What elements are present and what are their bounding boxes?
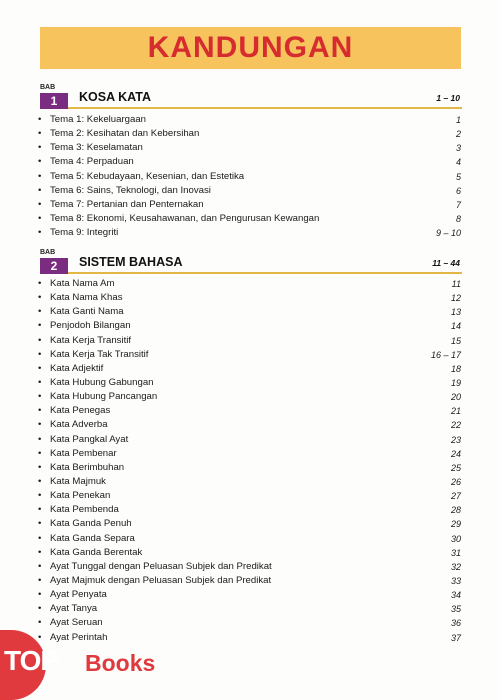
- item-page-number: 8: [455, 213, 461, 224]
- list-item: [38, 503, 462, 517]
- list-item: [38, 198, 462, 212]
- item-page-number: 2: [455, 129, 461, 140]
- bab-title: SISTEM BAHASA: [79, 255, 183, 269]
- list-item: [38, 184, 462, 198]
- item-page-number: 4: [455, 157, 461, 168]
- bullet-icon: •: [38, 461, 42, 473]
- bullet-icon: •: [38, 546, 42, 558]
- bab-number-badge: 1: [40, 93, 68, 109]
- item-label: Tema 1: Kekeluargaan: [50, 114, 146, 125]
- bullet-icon: •: [38, 391, 42, 403]
- bullet-icon: •: [38, 589, 42, 601]
- item-page-number: 37: [450, 632, 461, 643]
- bab-page-range: 1 – 10: [436, 93, 460, 103]
- list-item: [38, 390, 462, 404]
- list-item: [38, 560, 462, 574]
- bullet-icon: •: [38, 156, 42, 168]
- item-label: Kata Penekan: [50, 490, 111, 502]
- list-item: [38, 517, 462, 531]
- item-page-number: 29: [450, 519, 461, 530]
- bab-page-range: 11 – 44: [432, 258, 460, 268]
- list-item: [38, 226, 462, 240]
- item-label: Penjodoh Bilangan: [50, 320, 131, 332]
- bullet-icon: •: [38, 227, 42, 239]
- list-item: [38, 616, 462, 630]
- list-item: [38, 588, 462, 602]
- list-item: [38, 489, 462, 503]
- item-label: Kata Ganti Nama: [50, 306, 124, 318]
- bullet-icon: •: [38, 405, 42, 417]
- title-banner: [40, 27, 461, 69]
- list-item: [38, 170, 462, 184]
- item-label: Kata Adverba: [50, 419, 108, 431]
- bullet-icon: •: [38, 475, 42, 487]
- item-label: Tema 9: Integriti: [50, 227, 119, 239]
- bullet-icon: •: [38, 447, 42, 459]
- item-page-number: 5: [455, 171, 461, 182]
- bullet-icon: •: [38, 504, 42, 516]
- heading-rule: [68, 107, 462, 109]
- item-label: Kata Ganda Penuh: [50, 518, 132, 530]
- item-label: Kata Nama Khas: [50, 292, 123, 304]
- item-page-number: 19: [450, 377, 461, 388]
- item-label: Ayat Tanya: [50, 603, 98, 615]
- list-item: [38, 277, 462, 291]
- item-label: Kata Ganda Separa: [50, 532, 135, 544]
- page-title: KANDUNGAN: [147, 31, 354, 64]
- list-item: [38, 546, 462, 560]
- bullet-icon: •: [38, 128, 42, 140]
- bab-2-list: [38, 277, 462, 645]
- bab-2-heading: [38, 249, 462, 275]
- list-item: [38, 574, 462, 588]
- item-page-number: 36: [450, 618, 461, 629]
- list-item: [38, 305, 462, 319]
- bullet-icon: •: [38, 334, 42, 346]
- bullet-icon: •: [38, 419, 42, 431]
- bullet-icon: •: [38, 198, 42, 210]
- item-label: Kata Ganda Berentak: [50, 546, 143, 558]
- list-item: [38, 127, 462, 141]
- list-item: [38, 447, 462, 461]
- item-label: Kata Pangkal Ayat: [50, 433, 129, 445]
- item-label: Ayat Perintah: [50, 631, 108, 643]
- bullet-icon: •: [38, 603, 42, 615]
- item-label: Tema 5: Kebudayaan, Kesenian, dan Estetika: [50, 170, 245, 182]
- list-item: [38, 362, 462, 376]
- bullet-icon: •: [38, 278, 42, 289]
- bullet-icon: •: [38, 532, 42, 544]
- topbooks-watermark-logo: [0, 630, 185, 700]
- item-page-number: 14: [450, 321, 461, 332]
- list-item: [38, 291, 462, 305]
- item-label: Kata Kerja Tak Transitif: [50, 348, 149, 360]
- list-item: [38, 404, 462, 418]
- item-label: Kata Hubung Gabungan: [50, 376, 154, 388]
- item-page-number: 23: [450, 434, 461, 445]
- list-item: [38, 532, 462, 546]
- item-page-number: 24: [450, 448, 461, 459]
- bullet-icon: •: [38, 631, 42, 643]
- bullet-icon: •: [38, 490, 42, 502]
- item-page-number: 26: [450, 476, 461, 487]
- item-page-number: 25: [450, 462, 461, 473]
- list-item: [38, 461, 462, 475]
- item-page-number: 1: [455, 115, 461, 125]
- list-item: [38, 475, 462, 489]
- list-item: [38, 348, 462, 362]
- bullet-icon: •: [38, 170, 42, 182]
- item-page-number: 20: [450, 392, 461, 403]
- bullet-icon: •: [38, 560, 42, 572]
- item-page-number: 16 – 17: [430, 349, 461, 360]
- item-page-number: 31: [450, 547, 461, 558]
- item-label: Kata Penegas: [50, 405, 111, 417]
- item-page-number: 27: [450, 491, 461, 502]
- list-item: [38, 418, 462, 432]
- item-page-number: 33: [450, 575, 461, 586]
- item-label: Tema 2: Kesihatan dan Kebersihan: [50, 128, 200, 140]
- item-label: Ayat Majmuk dengan Peluasan Subjek dan Predikat: [50, 574, 272, 586]
- item-page-number: 30: [450, 533, 461, 544]
- bab-number-badge: 2: [40, 258, 68, 274]
- bullet-icon: •: [38, 292, 42, 304]
- bullet-icon: •: [38, 518, 42, 530]
- list-item: [38, 212, 462, 226]
- item-label: Ayat Penyata: [50, 589, 107, 601]
- item-page-number: 35: [450, 604, 461, 615]
- item-label: Tema 7: Pertanian dan Penternakan: [50, 198, 204, 210]
- item-page-number: 21: [450, 406, 461, 417]
- logo-books-text: Books: [85, 650, 156, 676]
- item-label: Kata Berimbuhan: [50, 461, 125, 473]
- item-page-number: 32: [450, 561, 461, 572]
- bab-1-list: [38, 113, 462, 240]
- bullet-icon: •: [38, 306, 42, 318]
- bullet-icon: •: [38, 362, 42, 374]
- item-page-number: 12: [450, 293, 461, 304]
- list-item: [38, 334, 462, 348]
- bab-word: BAB: [40, 249, 56, 256]
- item-page-number: 9 – 10: [435, 228, 461, 239]
- item-page-number: 15: [450, 335, 461, 346]
- bullet-icon: •: [38, 574, 42, 586]
- bullet-icon: •: [38, 348, 42, 360]
- item-label: Kata Adjektif: [50, 362, 104, 374]
- item-label: Kata Pembenar: [50, 447, 117, 459]
- item-page-number: 28: [450, 505, 461, 516]
- list-item: [38, 141, 462, 155]
- list-item: [38, 113, 462, 127]
- item-page-number: 3: [455, 143, 461, 154]
- list-item: [38, 433, 462, 447]
- list-item: [38, 376, 462, 390]
- bullet-icon: •: [38, 212, 42, 224]
- bullet-icon: •: [38, 617, 42, 629]
- item-label: Kata Majmuk: [50, 475, 106, 487]
- heading-rule: [68, 272, 462, 274]
- item-label: Kata Kerja Transitif: [50, 334, 132, 346]
- bullet-icon: •: [38, 142, 42, 154]
- list-item: [38, 319, 462, 333]
- item-label: Tema 6: Sains, Teknologi, dan Inovasi: [50, 184, 211, 196]
- bab-1-heading: [38, 84, 462, 110]
- bab-word: BAB: [40, 84, 56, 91]
- bullet-icon: •: [38, 184, 42, 196]
- item-page-number: 7: [455, 199, 461, 210]
- item-label: Ayat Seruan: [50, 617, 103, 629]
- bab-title: KOSA KATA: [79, 90, 151, 104]
- item-page-number: 18: [450, 363, 461, 374]
- bullet-icon: •: [38, 114, 42, 125]
- item-label: Kata Hubung Pancangan: [50, 391, 158, 403]
- item-page-number: 11: [451, 279, 461, 289]
- bullet-icon: •: [38, 320, 42, 332]
- item-label: Ayat Tunggal dengan Peluasan Subjek dan Predikat: [50, 560, 272, 572]
- item-page-number: 34: [450, 590, 461, 601]
- item-label: Kata Pembenda: [50, 504, 119, 516]
- item-page-number: 6: [455, 185, 461, 196]
- item-page-number: 13: [450, 307, 461, 318]
- logo-top-text: TOP: [4, 645, 59, 676]
- list-item: [38, 155, 462, 169]
- item-label: Tema 8: Ekonomi, Keusahawanan, dan Pengurusan Kewangan: [50, 212, 320, 224]
- bullet-icon: •: [38, 376, 42, 388]
- item-label: Tema 4: Perpaduan: [50, 156, 134, 168]
- item-label: Tema 3: Keselamatan: [50, 142, 143, 154]
- list-item: [38, 602, 462, 616]
- item-label: Kata Nama Am: [50, 278, 115, 289]
- bullet-icon: •: [38, 433, 42, 445]
- item-page-number: 22: [450, 420, 461, 431]
